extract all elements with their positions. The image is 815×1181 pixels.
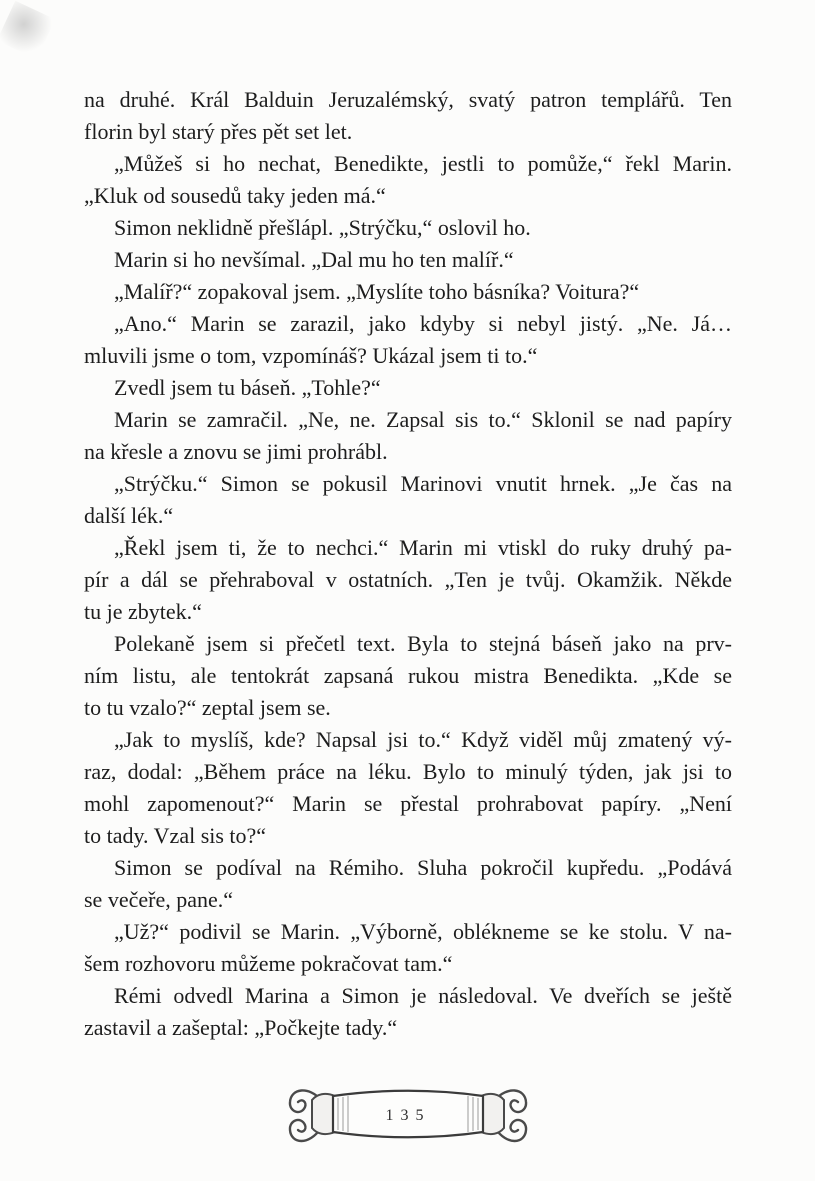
text-line: „Můžeš si ho nechat, Benedikte, jestli to pomůže,“ řekl Marin. — [114, 151, 732, 176]
text-line: mluvili jsme o tom, vzpomínáš? Ukázal jsem ti to.“ — [84, 343, 538, 368]
text-line: další lék.“ — [84, 503, 174, 528]
text-line: „Řekl jsem ti, že to nechci.“ Marin mi vtiskl do ruky druhý pa- — [114, 535, 732, 560]
text-line: „Kluk od sousedů taky jeden má.“ — [84, 183, 386, 208]
text-line: to tu vzalo?“ zeptal jsem se. — [84, 695, 331, 720]
text-line: „Už?“ podivil se Marin. „Výborně, oblékneme se ke stolu. V na- — [114, 919, 732, 944]
text-line: zastavil a zašeptal: „Počkejte tady.“ — [84, 1015, 398, 1040]
text-line: Marin si ho nevšímal. „Dal mu ho ten malíř.“ — [114, 247, 514, 272]
text-line: to tady. Vzal sis to?“ — [84, 823, 267, 848]
text-line: Polekaně jsem si přečetl text. Byla to stejná báseň jako na prv- — [114, 631, 732, 656]
text-line: „Jak to myslíš, kde? Napsal jsi to.“ Když viděl můj zmatený vý- — [114, 727, 732, 752]
text-line: tu je zbytek.“ — [84, 599, 202, 624]
text-line: „Strýčku.“ Simon se pokusil Marinovi vnutit hrnek. „Je čas na — [114, 471, 732, 496]
page-number: 135 — [385, 1107, 430, 1124]
text-line: se večeře, pane.“ — [84, 887, 234, 912]
text-line: Simon neklidně přešlápl. „Strýčku,“ oslovil ho. — [114, 215, 531, 240]
text-line: Marin se zamračil. „Ne, ne. Zapsal sis to.“ Sklonil se nad papíry — [114, 407, 732, 432]
scroll-banner-ornament — [281, 1076, 535, 1160]
scan-artifact — [0, 1, 55, 59]
text-line: ním listu, ale tentokrát zapsaná rukou mistra Benedikta. „Kde se — [84, 663, 732, 688]
text-line: mohl zapomenout?“ Marin se přestal prohrabovat papíry. „Není — [84, 791, 732, 816]
text-block — [84, 84, 732, 1044]
text-line: Zvedl jsem tu báseň. „Tohle?“ — [114, 375, 381, 400]
text-line: raz, dodal: „Během práce na léku. Bylo to minulý týden, jak jsi to — [84, 759, 732, 784]
text-line: na druhé. Král Balduin Jeruzalémský, svatý patron templářů. Ten — [84, 87, 732, 112]
left-fold — [312, 1094, 335, 1134]
text-line: šem rozhovoru můžeme pokračovat tam.“ — [84, 951, 453, 976]
page-number-banner — [281, 1076, 535, 1160]
right-fold — [481, 1094, 504, 1134]
text-line: Rémi odvedl Marina a Simon je následoval. Ve dveřích se ještě — [114, 983, 732, 1008]
text-line: „Ano.“ Marin se zarazil, jako kdyby si nebyl jistý. „Ne. Já… — [114, 311, 732, 336]
text-line: florin byl starý přes pět set let. — [84, 119, 353, 144]
text-line: pír a dál se přehraboval v ostatních. „Ten je tvůj. Okamžik. Někde — [84, 567, 732, 592]
text-line: „Malíř?“ zopakoval jsem. „Myslíte toho básníka? Voitura?“ — [114, 279, 640, 304]
text-line: na křesle a znovu se jimi prohrábl. — [84, 439, 388, 464]
text-line: Simon se podíval na Rémiho. Sluha pokročil kupředu. „Podává — [114, 855, 732, 880]
